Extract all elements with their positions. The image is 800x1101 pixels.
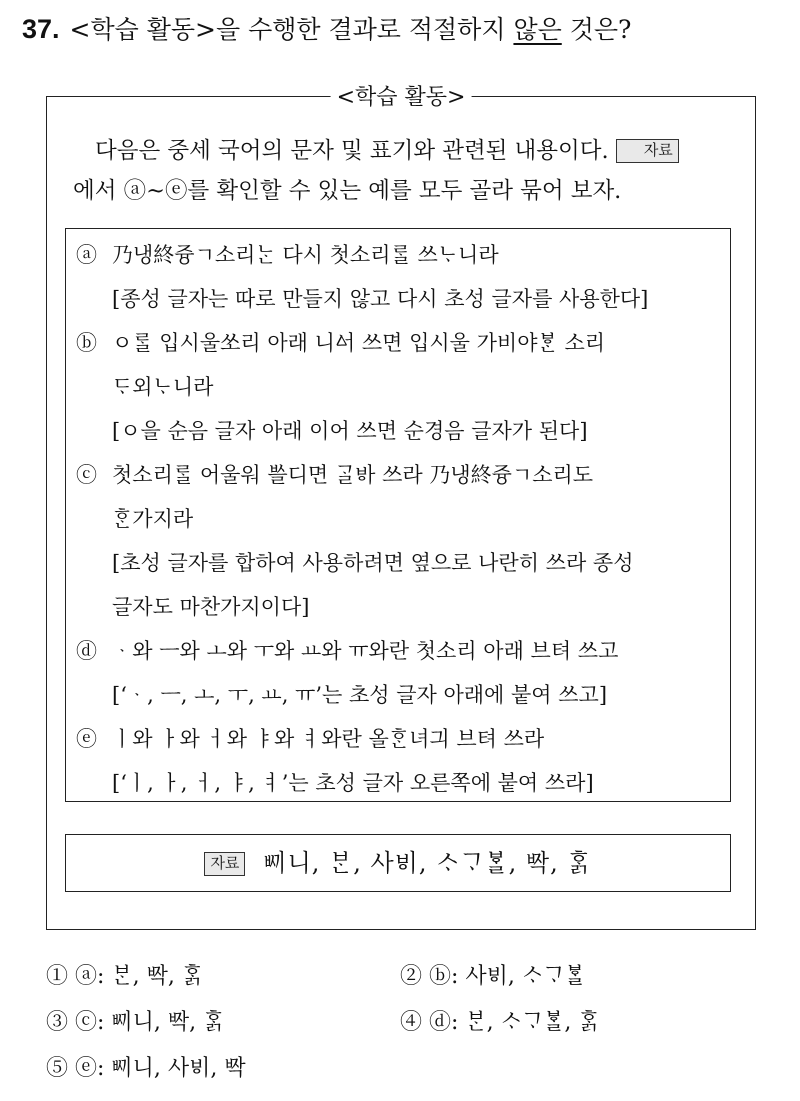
intro-line-2: 에서 ⓐ~ⓔ를 확인할 수 있는 예를 모두 골라 묶어 보자. bbox=[73, 178, 622, 204]
question-header bbox=[22, 10, 631, 46]
choice-number: ① bbox=[46, 964, 69, 989]
answer-choice-2[interactable] bbox=[400, 959, 586, 990]
question-text-end: 것은? bbox=[561, 15, 632, 44]
choice-text: ⓓ: ᄇᆞᆫ, ᄉᆞᄀᆞᄫᆞᆯ, ᄒᆞᆰ bbox=[429, 1010, 600, 1035]
answer-choice-4[interactable] bbox=[400, 1005, 600, 1036]
rule-item-b bbox=[76, 321, 726, 453]
data-examples: ᄢᅵ니, ᄇᆞᆫ, 사ᄫᅵ, ᄉᆞᄀᆞᄫᆞᆯ, ᄧᅡᆨ, ᄒᆞᆰ bbox=[263, 849, 592, 877]
rule-original-text-cont: ᄒᆞᆫ가지라 bbox=[112, 507, 194, 531]
choice-text: ⓔ: ᄢᅵ니, 사ᄫᅵ, ᄧᅡᆨ bbox=[75, 1056, 246, 1081]
question-number: 37. bbox=[22, 14, 60, 44]
rule-original-text: 첫소리ᄅᆞᆯ 어울워 ᄡᅳᆯ디면 ᄀᆞᆯᄫᅡ 쓰라 乃냉終즁ㄱ소리도 bbox=[112, 463, 594, 487]
rule-item-d bbox=[76, 629, 726, 717]
rule-translation-cont: 글자도 마찬가지이다] bbox=[112, 595, 310, 619]
data-examples-box bbox=[65, 834, 731, 892]
item-mark: ⓒ bbox=[76, 463, 97, 487]
data-tag: 자료 bbox=[616, 139, 679, 163]
rule-item-c bbox=[76, 453, 726, 629]
choice-number: ⑤ bbox=[46, 1056, 69, 1081]
choice-number: ③ bbox=[46, 1010, 69, 1035]
item-mark: ⓓ bbox=[76, 639, 97, 663]
choice-text: ⓑ: 사ᄫᅵ, ᄉᆞᄀᆞᄫᆞᆯ bbox=[429, 964, 586, 989]
rule-item-a bbox=[76, 233, 726, 321]
intro-line-1: 다음은 중세 국어의 문자 및 표기와 관련된 내용이다. bbox=[95, 138, 609, 164]
answer-choice-3[interactable] bbox=[46, 1005, 224, 1036]
rule-original-text: 乃냉終즁ㄱ소리ᄂᆞᆫ 다시 첫소리ᄅᆞᆯ 쓰ᄂᆞ니라 bbox=[112, 243, 499, 267]
answer-choice-5[interactable] bbox=[46, 1051, 246, 1082]
choice-text: ⓒ: ᄢᅵ니, ᄧᅡᆨ, ᄒᆞᆰ bbox=[75, 1010, 225, 1035]
choice-number: ④ bbox=[400, 1010, 423, 1035]
rule-original-text-cont: ᄃᆞ외ᄂᆞ니라 bbox=[112, 375, 214, 399]
rule-original-text: ㅣ와 ㅏ와 ㅓ와 ㅑ와 ㅕ와란 올ᄒᆞᆫ녀긔 브텨 쓰라 bbox=[112, 727, 545, 751]
activity-title: <학습 활동> bbox=[331, 80, 472, 111]
answer-choice-1[interactable] bbox=[46, 959, 203, 990]
rule-translation: [‘ᆞ, ㅡ, ㅗ, ㅜ, ㅛ, ㅠ’는 초성 글자 아래에 붙여 쓰고] bbox=[112, 683, 608, 707]
item-mark: ⓐ bbox=[76, 243, 97, 267]
item-mark: ⓑ bbox=[76, 331, 97, 355]
rule-translation: [‘ㅣ, ㅏ, ㅓ, ㅑ, ㅕ’는 초성 글자 오른쪽에 붙여 쓰라] bbox=[112, 771, 594, 795]
item-mark: ⓔ bbox=[76, 727, 97, 751]
rule-translation: [종성 글자는 따로 만들지 않고 다시 초성 글자를 사용한다] bbox=[112, 287, 649, 311]
activity-intro bbox=[73, 131, 737, 211]
choice-number: ② bbox=[400, 964, 423, 989]
rule-original-text: ㅇᄅᆞᆯ 입시울쏘리 아래 니ᅀᅥ 쓰면 입시울 가비야ᄫᆞᆫ 소리 bbox=[112, 331, 606, 355]
question-emphasis: 않은 bbox=[513, 15, 562, 44]
rule-translation: [초성 글자를 합하여 사용하려면 옆으로 나란히 쓰라 종성 bbox=[112, 551, 634, 575]
rule-original-text: ᆞ와 ㅡ와 ㅗ와 ㅜ와 ㅛ와 ㅠ와란 첫소리 아래 브텨 쓰고 bbox=[112, 639, 619, 663]
learning-activity-box bbox=[46, 85, 756, 930]
choice-text: ⓐ: ᄇᆞᆫ, ᄧᅡᆨ, ᄒᆞᆰ bbox=[75, 964, 204, 989]
rules-box bbox=[65, 228, 731, 802]
question-text: <학습 활동>을 수행한 결과로 적절하지 bbox=[69, 15, 514, 44]
data-tag: 자료 bbox=[204, 852, 245, 876]
rule-translation: [ㅇ을 순음 글자 아래 이어 쓰면 순경음 글자가 된다] bbox=[112, 419, 588, 443]
rule-item-e bbox=[76, 717, 726, 805]
